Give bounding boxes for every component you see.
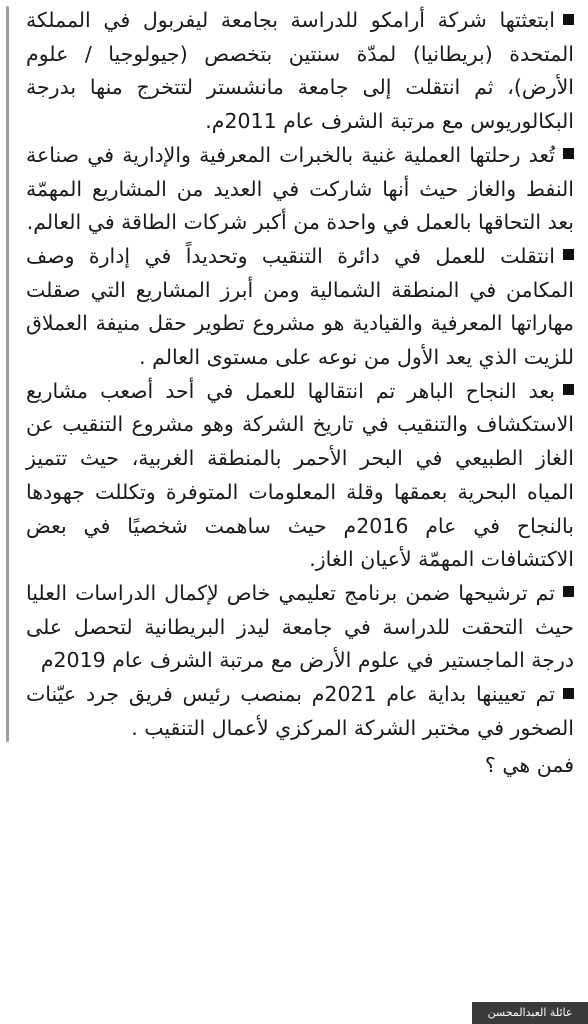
square-bullet-icon [563, 14, 574, 25]
article-body [26, 4, 574, 783]
paragraph-6 [26, 678, 574, 745]
closing-question: فمن هي ؟ [484, 753, 574, 778]
paragraph-5 [26, 577, 574, 678]
square-bullet-icon [563, 688, 574, 699]
scrollbar[interactable] [6, 6, 9, 742]
square-bullet-icon [563, 148, 574, 159]
paragraph-text: انتقلت للعمل في دائرة التنقيب وتحديداً في إدارة وصف المكامن في المنطقة الشمالية ومن أبرز المشاريع التي صقلت مهاراتها المعرفية والقيادية هو مشروع تطوير حقل منيفة العملاق للزيت الذي يعد الأول من نوعه على مستوى العالم . [26, 243, 574, 370]
paragraph-3 [26, 240, 574, 375]
square-bullet-icon [563, 384, 574, 395]
paragraph-2 [26, 139, 574, 240]
watermark-label: عائلة العبدالمحسن [472, 1002, 588, 1024]
paragraph-text: تم ترشيحها ضمن برنامج تعليمي خاص لإكمال الدراسات العليا حيث التحقت للدراسة في جامعة ليدز البريطانية لتحصل على درجة الماجستير في علوم الأرض مع مرتبة الشرف عام 2019م [26, 580, 574, 673]
paragraph-text: ابتعثتها شركة أرامكو للدراسة بجامعة ليفربول في المملكة المتحدة (بريطانيا) لمدّة سنتين بتخصص (جيولوجيا / علوم الأرض)، ثم انتقلت إلى جامعة مانشستر لتتخرج منها بدرجة البكالوريوس مع مرتبة الشرف عام 2011م. [26, 8, 574, 134]
paragraph-4 [26, 375, 574, 577]
paragraph-1 [26, 4, 574, 139]
paragraph-text: تُعد رحلتها العملية غنية بالخبرات المعرفية والإدارية في صناعة النفط والغاز حيث أنها شاركت في العديد من المشاريع المهمّة بعد التحاقها بالعمل في واحدة من أكبر شركات الطاقة في العالم. [26, 142, 574, 235]
paragraph-text: بعد النجاح الباهر تم انتقالها للعمل في أحد أصعب مشاريع الاستكشاف والتنقيب في تاريخ الشركة وهو مشروع التنقيب عن الغاز الطبيعي في البحر الأحمر بالمنطقة الغربية، حيث تتميز المياه البحرية بعمقها وقلة المعلومات المتوفرة وتكللت جهودها بالنجاح في عام 2016م حيث ساهمت شخصيًا في بعض الاكتشافات المهمّة لأعيان الغاز. [26, 378, 575, 572]
square-bullet-icon [563, 249, 574, 260]
paragraph-text: تم تعيينها بداية عام 2021م بمنصب رئيس فريق جرد عيّنات الصخور في مختبر الشركة المركزي لأعمال التنقيب . [26, 682, 574, 740]
square-bullet-icon [563, 586, 574, 597]
